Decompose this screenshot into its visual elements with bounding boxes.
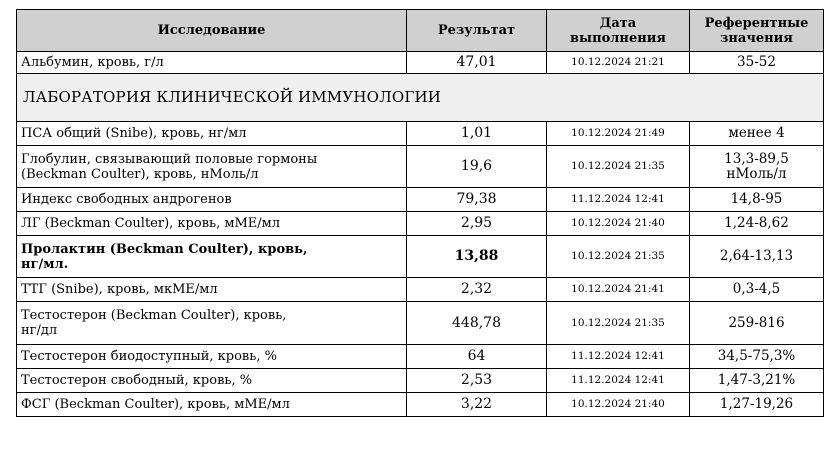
header-result: Результат [407,10,547,52]
test-result: 1,01 [407,122,547,146]
test-result: 13,88 [407,236,547,278]
test-date: 10.12.2024 21:35 [547,236,690,278]
test-reference: 1,27-19,26 [690,393,824,417]
test-result: 2,53 [407,369,547,393]
section-row [17,74,824,122]
header-date-line1: Дата [599,15,637,31]
test-reference: 1,24-8,62 [690,212,824,236]
test-name: Тестостерон биодоступный, кровь, % [17,345,407,369]
test-reference: 35-52 [690,52,824,74]
test-name-line2: нг/мл. [21,256,69,272]
test-reference: 1,47-3,21% [690,369,824,393]
test-date: 10.12.2024 21:35 [547,146,690,188]
test-name-line1: Глобулин, связывающий половые гормоны [21,151,318,167]
header-ref-line1: Референтные [704,15,809,31]
test-name-line2: нг/дл [21,323,58,338]
header-test: Исследование [17,10,407,52]
header-date-line2: выполнения [570,30,666,46]
test-date: 11.12.2024 12:41 [547,369,690,393]
test-name-line2: (Beckman Coulter), кровь, нМоль/л [21,166,259,182]
test-name: ФСГ (Beckman Coulter), кровь, мМЕ/мл [17,393,407,417]
test-result: 47,01 [407,52,547,74]
table-row [17,212,824,236]
test-date: 10.12.2024 21:40 [547,212,690,236]
test-date: 10.12.2024 21:49 [547,122,690,146]
test-name [17,302,407,345]
test-name-line1: Пролактин (Beckman Coulter), кровь, [21,241,308,257]
test-result: 2,32 [407,278,547,302]
test-result: 2,95 [407,212,547,236]
table-row [17,302,824,345]
test-reference [690,146,824,188]
table-row [17,369,824,393]
table-row [17,345,824,369]
test-date: 10.12.2024 21:40 [547,393,690,417]
test-name: ТТГ (Snibe), кровь, мкМЕ/мл [17,278,407,302]
test-reference: 2,64-13,13 [690,236,824,278]
header-ref-line2: значения [720,30,793,46]
lab-results-table [16,9,824,417]
test-name: Альбумин, кровь, г/л [17,52,407,74]
test-name-line1: Тестостерон (Beckman Coulter), кровь, [21,308,287,323]
test-result: 448,78 [407,302,547,345]
test-date: 11.12.2024 12:41 [547,188,690,212]
header-reference [690,10,824,52]
test-result: 19,6 [407,146,547,188]
table-row [17,393,824,417]
table-row [17,52,824,74]
test-reference-line2: нМоль/л [726,165,787,182]
test-reference: 259-816 [690,302,824,345]
header-date [547,10,690,52]
test-date: 10.12.2024 21:21 [547,52,690,74]
table-row [17,236,824,278]
test-result: 64 [407,345,547,369]
test-name: ЛГ (Beckman Coulter), кровь, мМЕ/мл [17,212,407,236]
test-name [17,236,407,278]
table-row [17,188,824,212]
table-row [17,146,824,188]
test-result: 3,22 [407,393,547,417]
table-header-row [17,10,824,52]
section-title: ЛАБОРАТОРИЯ КЛИНИЧЕСКОЙ ИММУНОЛОГИИ [17,74,824,122]
test-reference: 0,3-4,5 [690,278,824,302]
test-name [17,122,407,146]
test-date: 10.12.2024 21:35 [547,302,690,345]
test-name-line1: ПСА общий (Snibe), кровь, нг/мл [21,126,247,141]
test-date: 11.12.2024 12:41 [547,345,690,369]
test-reference: 14,8-95 [690,188,824,212]
test-reference: менее 4 [690,122,824,146]
test-name: Тестостерон свободный, кровь, % [17,369,407,393]
test-reference-line1: 13,3-89,5 [724,150,789,167]
test-name [17,146,407,188]
table-row [17,122,824,146]
test-name: Индекс свободных андрогенов [17,188,407,212]
test-reference: 34,5-75,3% [690,345,824,369]
test-result: 79,38 [407,188,547,212]
test-date: 10.12.2024 21:41 [547,278,690,302]
table-row [17,278,824,302]
